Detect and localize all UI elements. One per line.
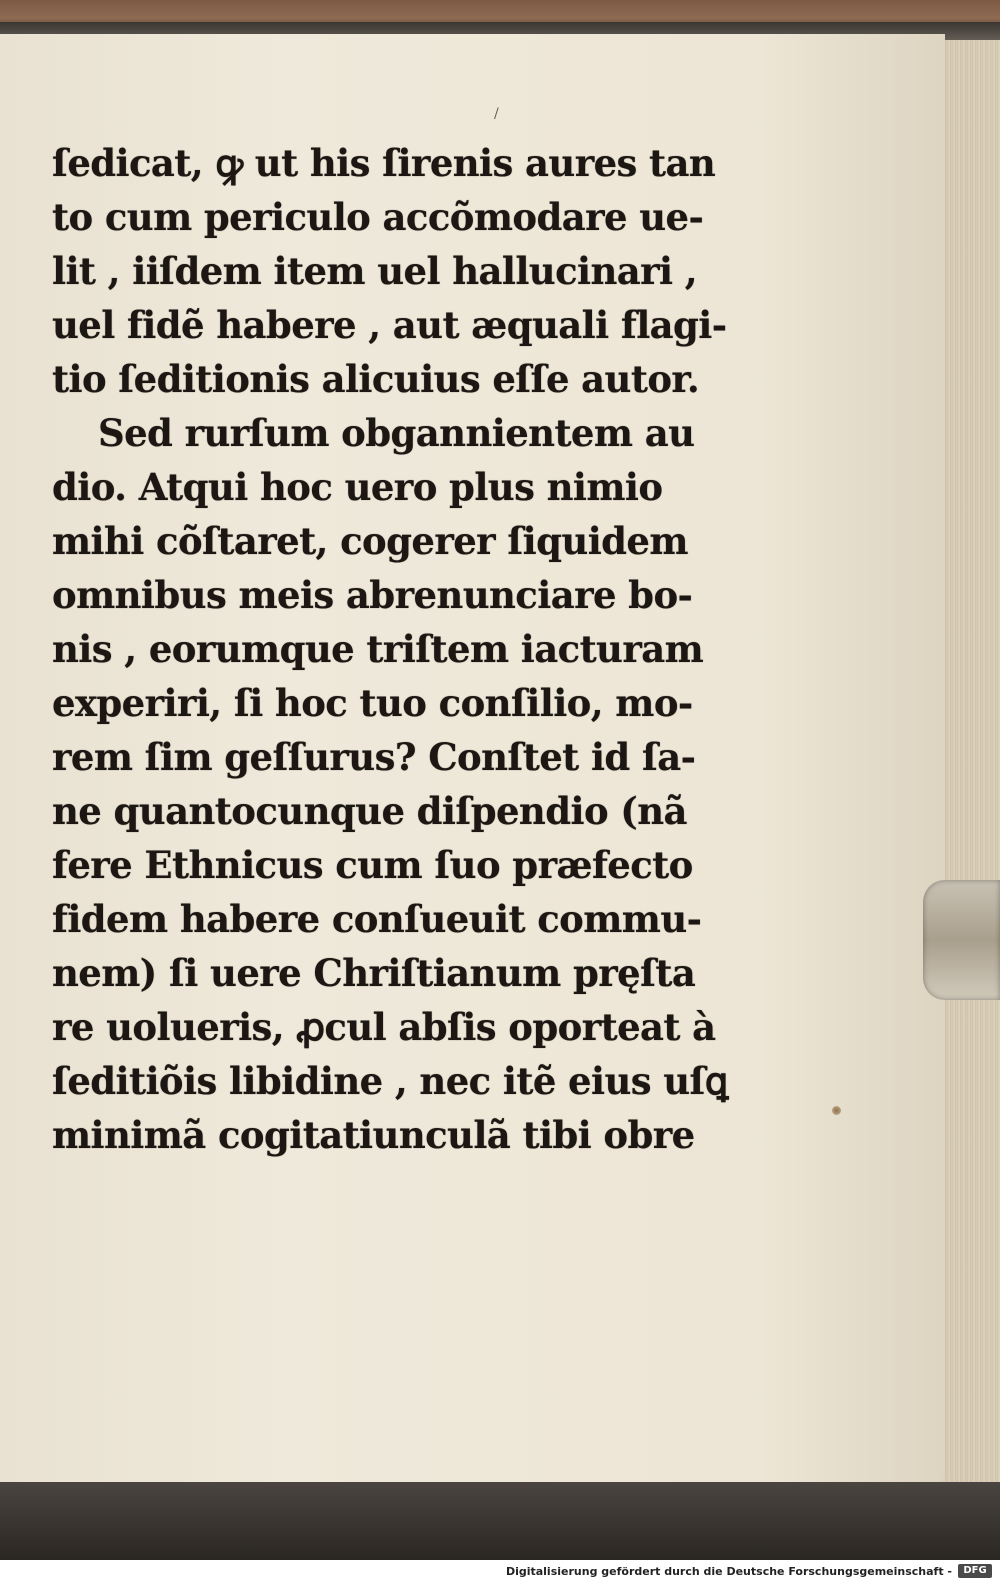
paper-page	[0, 34, 945, 1482]
text-line: mihi cõſtaret, cogerer ſiquidem	[52, 519, 688, 563]
text-line: lit , iiſdem item uel hallucinari ,	[52, 249, 698, 293]
text-line: fere Ethnicus cum ſuo præfecto	[52, 843, 693, 887]
text-line: uel fidẽ habere , aut æquali flagi-	[52, 303, 727, 347]
dfg-logo: DFG	[958, 1564, 992, 1578]
text-line: to cum periculo accõmodare ue-	[52, 195, 704, 239]
page-text	[52, 136, 728, 1162]
text-line: experiri, ſi hoc tuo conſilio, mo-	[52, 681, 693, 725]
text-line: tio ſeditionis alicuius eſſe autor.	[52, 357, 700, 401]
paper-speck	[832, 1106, 841, 1115]
text-line: fidem habere conſueuit commu-	[52, 897, 702, 941]
text-line: rem ſim geſſurus? Conſtet id ſa-	[52, 735, 696, 779]
bottom-shadow	[0, 1482, 1000, 1560]
text-line: dio. Atqui hoc uero plus nimio	[52, 465, 663, 509]
text-line: nis , eorumque triſtem iacturam	[52, 627, 704, 671]
text-line: ſeditiõis libidine , nec itẽ eius uſꝗ	[52, 1059, 728, 1103]
text-line: Sed rurſum obgannientem au	[98, 411, 695, 455]
text-line: re uolueris, ꝓcul abſis oporteat à	[52, 1005, 716, 1049]
footer	[0, 1560, 1000, 1583]
funding-credit: Digitalisierung gefördert durch die Deutsche Forschungsgemeinschaft -	[505, 1565, 952, 1578]
page-tab-marker	[923, 880, 1000, 1000]
text-line: minimã cogitatiunculã tibi obre	[52, 1113, 695, 1157]
text-line: omnibus meis abrenunciare bo-	[52, 573, 693, 617]
folio-mark: /	[494, 106, 499, 122]
text-line: ſedicat, ꝙ ut his ſirenis aures tan	[52, 141, 716, 185]
text-line: nem) ſi uere Chriſtianum pręſta	[52, 951, 696, 995]
text-line: ne quantocunque diſpendio (nã	[52, 789, 687, 833]
